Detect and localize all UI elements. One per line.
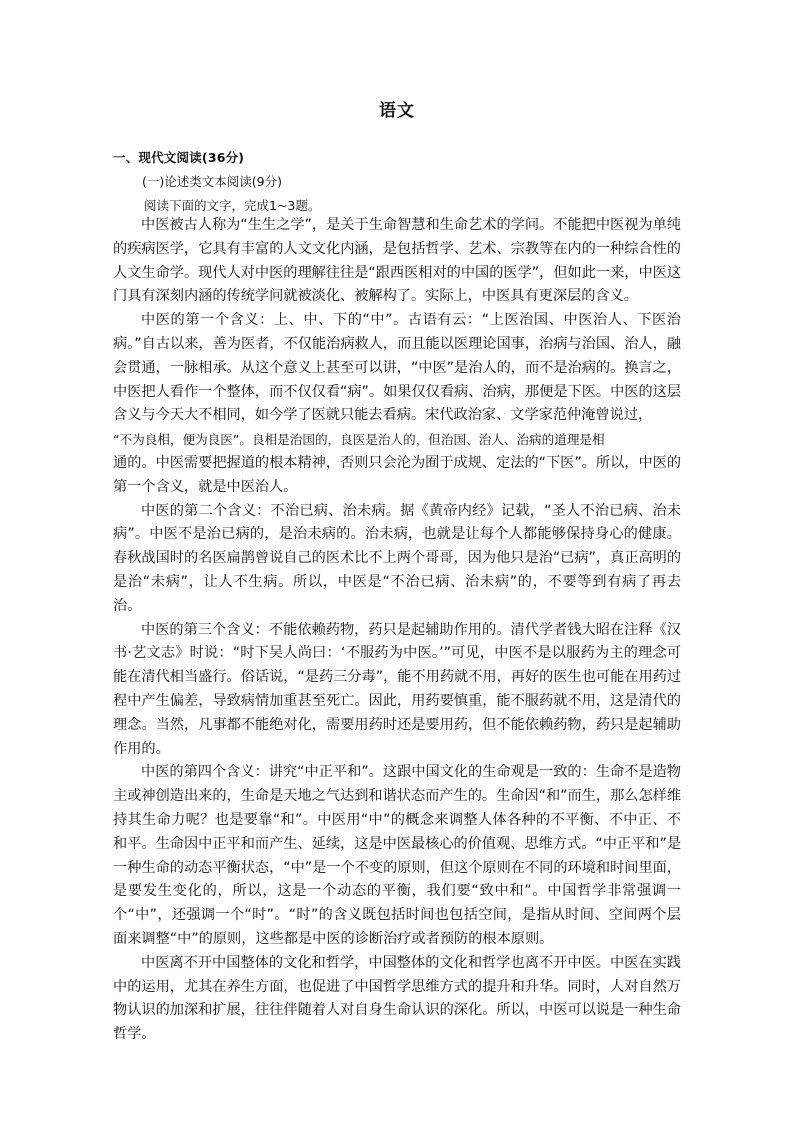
article-body — [113, 214, 681, 1047]
page-title: 语文 — [379, 101, 415, 121]
reading-instruction: 阅读下面的文字，完成1~3题。 — [144, 198, 321, 213]
subsection-heading: (一)论述类文本阅读(9分) — [142, 174, 282, 189]
paragraph: 中医的第二个含义：不治已病、治未病。据《黄帝内经》记载，“圣人不治已病、治未病”。中医不是治已病的，是治未病的。治未病，也就是让每个人都能够保持身心的健康。春秋战国时的名医扁鹊曾说自己的医术比不上两个哥哥，因为他只是治“已病”，真正高明的是治“未病”，让人不生病。所以，中医是“不治已病、治未病”的，不要等到有病了再去治。 — [113, 502, 682, 614]
paragraph: 中医的第一个含义：上、中、下的“中”。古语有云：“上医治国、中医治人、下医治病。”自古以来，善为医者，不仅能治病救人，而且能以医理论国事，治病与治国、治人，融会贯通，一脉相承。从这个意义上甚至可以讲，“中医”是治人的，而不是治病的。换言之，中医把人看作一个整体，而不仅仅看“病”。如果仅仅看病、治病，那便是下医。中医的这层含义与今天大不相同，如今学了医就只能去看病。宋代政治家、文学家范仲淹曾说过， — [113, 312, 682, 424]
paragraph: 通的。中医需要把握道的根本精神，否则只会沦为囿于成规、定法的“下医”。所以，中医的第一个含义，就是中医治人。 — [113, 454, 682, 495]
paragraph: 中医离不开中国整体的文化和哲学，中国整体的文化和哲学也离不开中医。中医在实践中的运用，尤其在养生方面，也促进了中国哲学思维方式的提升和升华。同时，人对自然万物认识的加深和扩展，往往伴随着人对自身生命认识的深化。所以，中医可以说是一种生命哲学。 — [113, 954, 681, 1043]
paragraph: 中医的第四个含义：讲究“中正平和”。这跟中国文化的生命观是一致的：生命不是造物主或神创造出来的，生命是天地之气达到和谐状态而产生的。生命因“和”而生，那么怎样维持其生命力呢？也是要靠“和”。中医用“中”的概念来调整人体各种的不平衡、不中正、不和平。生命因中正平和而产生、延续，这是中医最核心的价值观、思维方式。“中正平和”是一种生命的动态平衡状态，“中”是一个不变的原则，但这个原则在不同的环境和时间里面，是要发生变化的，所以，这是一个动态的平衡，我们要“致中和”。中国哲学非常强调一个“中”，还强调一个“时”。“时”的含义既包括时间也包括空间，是指从时间、空间两个层面来调整“中”的原则，这些都是中医的诊断治疗或者预防的根本原则。 — [113, 764, 682, 947]
paragraph-quote-line: “不为良相，便为良医”。良相是治国的，良医是治人的，但治国、治人、治病的道理是相 — [113, 432, 605, 448]
section-heading: 一、现代文阅读(36分) — [113, 150, 245, 165]
paragraph: 中医的第三个含义：不能依赖药物，药只是起辅助作用的。清代学者钱大昭在注释《汉书·艺文志》时说：“时下吴人尚曰：‘不服药为中医。’”可见，中医不是以服药为主的理念可能在清代相当盛行。俗话说，“是药三分毒”，能不用药就不用，再好的医生也可能在用药过程中产生偏差，导致病情加重甚至死亡。因此，用药要慎重，能不服药就不用，这是清代的理念。当然，凡事都不能绝对化，需要用药时还是要用药，但不能依赖药物，药只是起辅助作用的。 — [113, 621, 682, 757]
paragraph: 中医被古人称为“生生之学”，是关于生命智慧和生命艺术的学问。不能把中医视为单纯的疾病医学，它具有丰富的人文文化内涵，是包括哲学、艺术、宗教等在内的一种综合性的人文生命学。现代人对中医的理解往往是“跟西医相对的中国的医学”，但如此一来，中医这门具有深刻内涵的传统学问就被淡化、被解构了。实际上，中医具有更深层的含义。 — [113, 217, 682, 305]
